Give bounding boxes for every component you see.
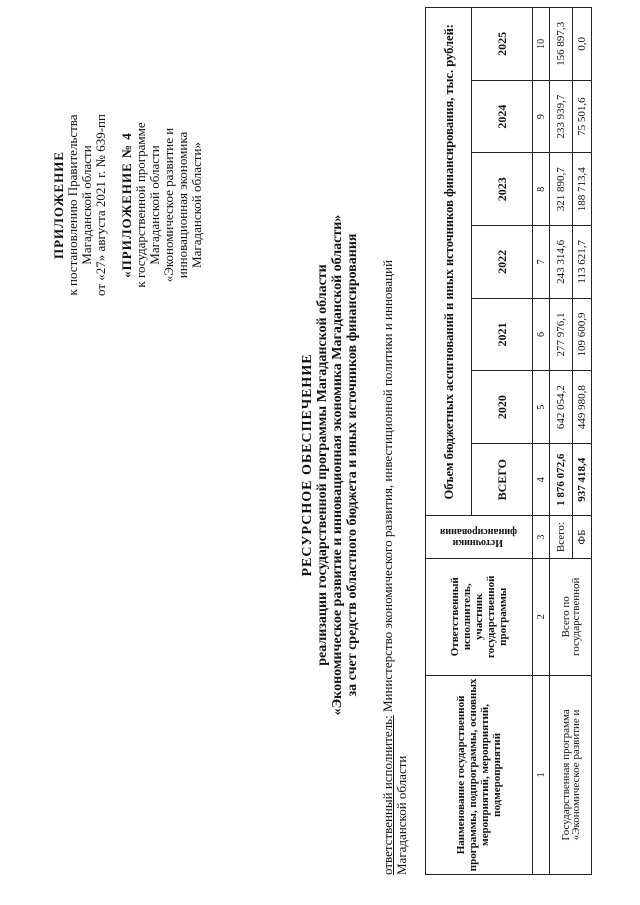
program-name-cell (550, 675, 592, 874)
appendix-line: Магаданской области (79, 145, 94, 265)
header-year: 2023 (472, 153, 533, 226)
responsible-executor (381, 0, 409, 875)
header-total: ВСЕГО (472, 443, 533, 516)
value-cell: 233 939,7 (550, 80, 573, 153)
value-cell: 1 876 072,6 (550, 443, 573, 516)
title-line: за счет средств областного бюджета и иных источников финансирования (345, 233, 360, 697)
appendix-line: инновационная экономика (175, 131, 190, 279)
column-number: 2 (533, 558, 550, 675)
value-cell: 277 976,1 (550, 298, 573, 371)
column-number: 9 (533, 80, 550, 153)
header-year: 2024 (472, 80, 533, 153)
value-cell: 156 897,3 (550, 8, 573, 81)
appendix-title: ПРИЛОЖЕНИЕ (51, 150, 66, 260)
header-year: 2022 (472, 226, 533, 299)
value-cell: 937 418,4 (573, 443, 592, 516)
column-number: 1 (533, 675, 550, 874)
executor-text: Министерство экономического развития, инвестиционной политики и инноваций (380, 259, 395, 716)
executor-text-2: Магаданской области (394, 755, 409, 875)
value-cell: 75 501,6 (573, 80, 592, 153)
program-name-line: «Экономическое развитие и (569, 709, 582, 841)
executor-label: ответственный исполнитель: (380, 715, 395, 875)
column-number: 5 (533, 371, 550, 444)
title-heading: РЕСУРСНОЕ ОБЕСПЕЧЕНИЕ (300, 353, 315, 577)
column-number: 8 (533, 153, 550, 226)
appendix-line: к постановлению Правительства (65, 114, 80, 296)
appendix-title-2: «ПРИЛОЖЕНИЕ № 4 (119, 132, 134, 278)
column-number: 10 (533, 8, 550, 81)
value-cell: 243 314,6 (550, 226, 573, 299)
header-source-cell (426, 516, 533, 558)
header-executor: Ответственный исполнитель, участник государственной программы (426, 558, 533, 675)
column-number: 4 (533, 443, 550, 516)
appendix-line: к государственной программе (133, 122, 148, 288)
program-executor-cell (550, 558, 592, 675)
header-year: 2025 (472, 8, 533, 81)
source-cell: ФБ (573, 516, 592, 558)
value-cell: 109 600,9 (573, 298, 592, 371)
value-cell: 321 890,7 (550, 153, 573, 226)
header-year: 2021 (472, 298, 533, 371)
column-number: 3 (533, 516, 550, 558)
header-year: 2020 (472, 371, 533, 444)
value-cell: 188 713,4 (573, 153, 592, 226)
resource-table (425, 7, 592, 875)
table-row (550, 8, 573, 875)
value-cell: 449 980,8 (573, 371, 592, 444)
appendix-line: от «27» августа 2021 г. № 639-пп (93, 114, 108, 296)
appendix-line: Магаданской области (147, 145, 162, 265)
title-line: «Экономическое развитие и инновационная экономика Магаданской области» (330, 214, 345, 716)
appendix-line: Магаданской области» (189, 142, 204, 268)
value-cell: 642 054,2 (550, 371, 573, 444)
source-cell: Всего: (550, 516, 573, 558)
program-name-line: Государственная программа (559, 709, 572, 841)
program-executor-line: Всего по (559, 596, 572, 638)
title-line: реализации государственной программы Магаданской области (315, 264, 330, 666)
program-executor-line: государственной (569, 577, 582, 656)
appendix-line: «Экономическое развитие и (161, 127, 176, 283)
header-source: Источники финансирования (438, 526, 517, 549)
value-cell: 0,0 (573, 8, 592, 81)
column-numbers-row (533, 8, 550, 875)
column-number: 6 (533, 298, 550, 371)
appendix-block (52, 90, 204, 320)
column-number: 7 (533, 226, 550, 299)
header-name: Наименование государственной программы, подпрограммы, основных мероприятий, мероприятий, подмероприятий (426, 675, 533, 874)
value-cell: 113 621,7 (573, 226, 592, 299)
header-volume: Объем бюджетных ассигнований и иных источников финансирования, тыс. рублей: (426, 8, 472, 517)
document-title (300, 185, 360, 745)
